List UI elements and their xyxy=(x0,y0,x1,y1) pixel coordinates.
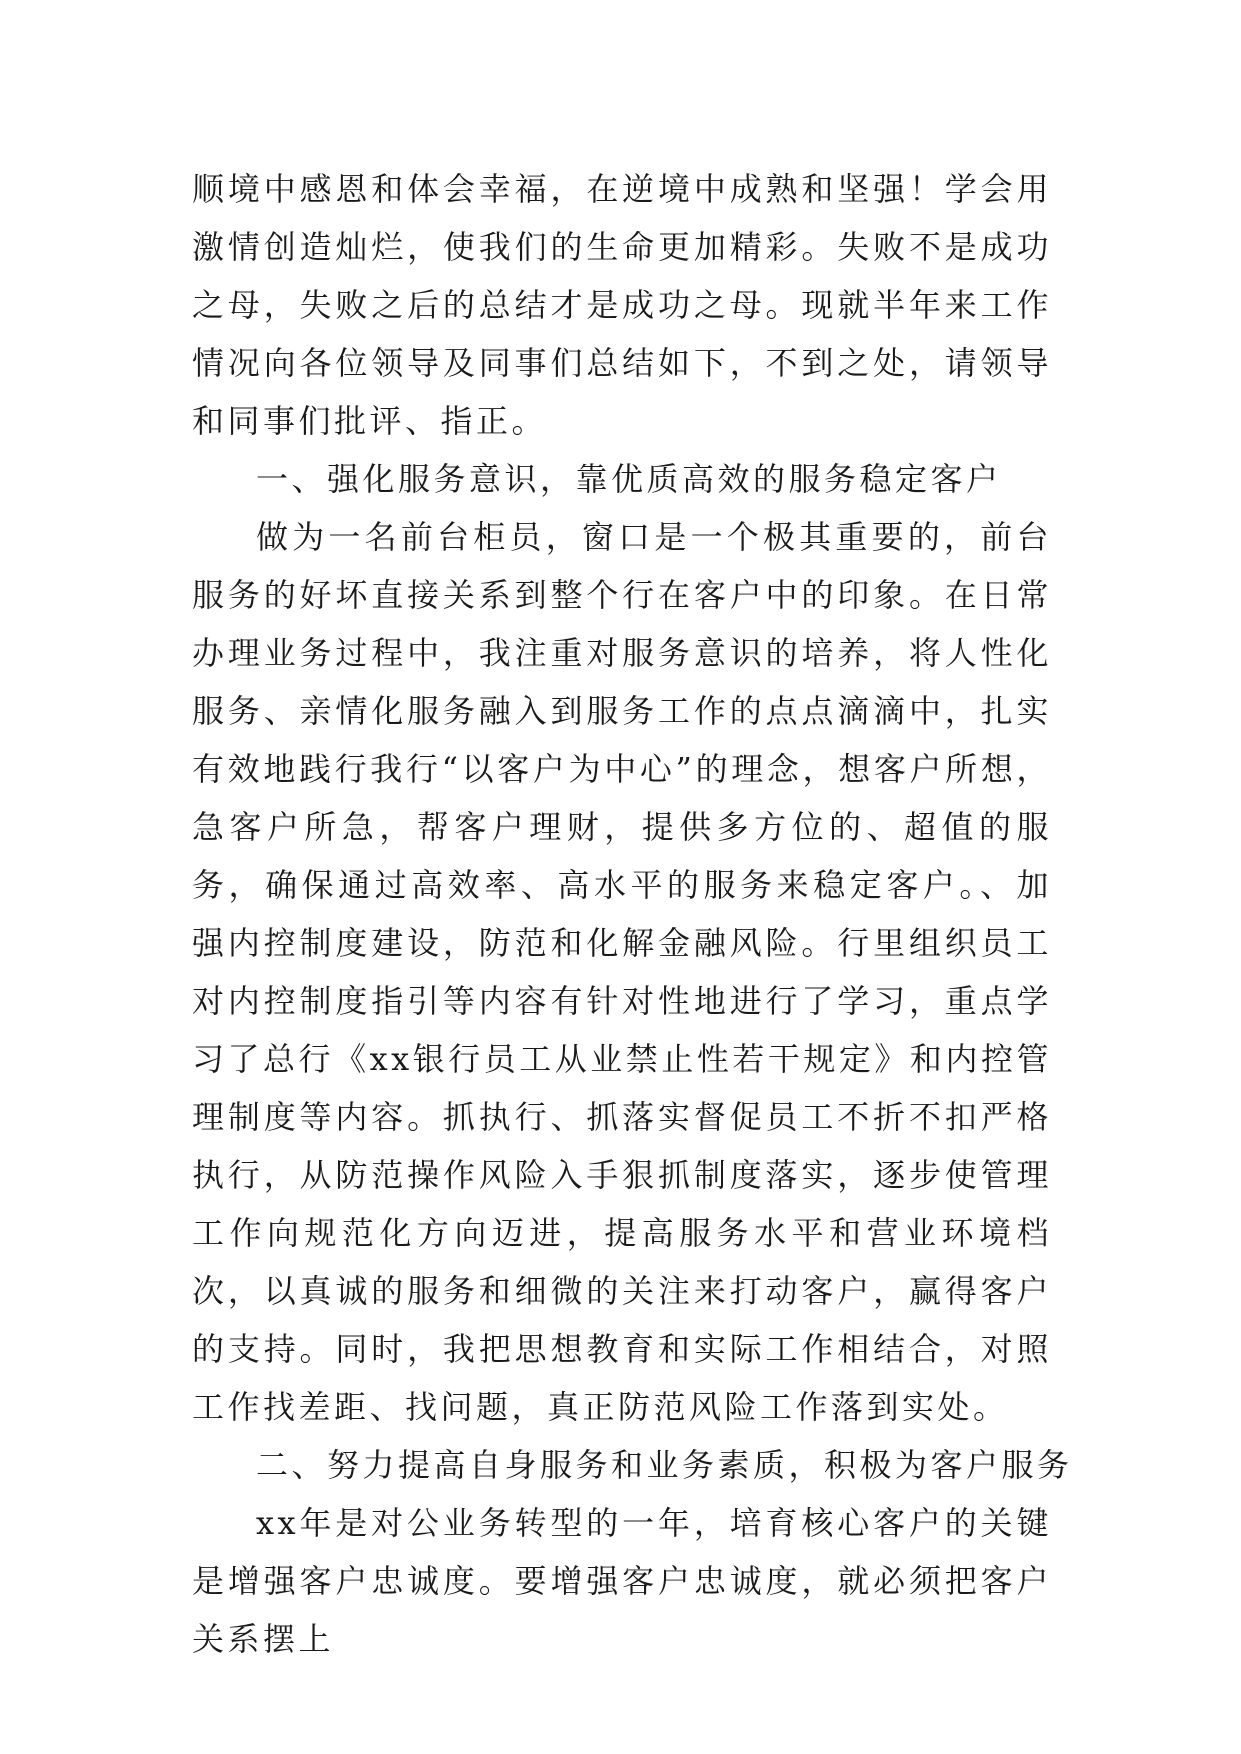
section-2-paragraph: xx年是对公业务转型的一年，培育核心客户的关键是增强客户忠诚度。要增强客户忠诚度，就必须把客户关系摆上 xyxy=(192,1504,1052,1658)
intro-paragraph: 顺境中感恩和体会幸福，在逆境中成熟和坚强！学会用激情创造灿烂，使我们的生命更加精彩。失败不是成功之母，失败之后的总结才是成功之母。现就半年来工作情况向各位领导及同事们总结如下，不到之处，请领导和同事们批评、指正。 xyxy=(192,170,1052,440)
document-page xyxy=(192,160,1073,1668)
section-1-paragraph: 做为一名前台柜员，窗口是一个极其重要的，前台服务的好坏直接关系到整个行在客户中的印象。在日常办理业务过程中，我注重对服务意识的培养，将人性化服务、亲情化服务融入到服务工作的点点滴滴中，扎实有效地践行我行“以客户为中心”的理念，想客户所想，急客户所急，帮客户理财，提供多方位的、超值的服务，确保通过高效率、高水平的服务来稳定客户。、加强内控制度建设，防范和化解金融风险。行里组织员工对内控制度指引等内容有针对性地进行了学习，重点学习了总行《xx银行员工从业禁止性若干规定》和内控管理制度等内容。抓执行、抓落实督促员工不折不扣严格执行，从防范操作风险入手狠抓制度落实，逐步使管理工作向规范化方向迈进，提高服务水平和营业环境档次，以真诚的服务和细微的关注来打动客户，赢得客户的支持。同时，我把思想教育和实际工作相结合，对照工作找差距、找问题，真正防范风险工作落到实处。 xyxy=(192,518,1052,1426)
section-heading-1: 一、强化服务意识，靠优质高效的服务稳定客户 xyxy=(256,460,1002,498)
section-heading-2: 二、努力提高自身服务和业务素质，积极为客户服务 xyxy=(256,1446,1073,1484)
